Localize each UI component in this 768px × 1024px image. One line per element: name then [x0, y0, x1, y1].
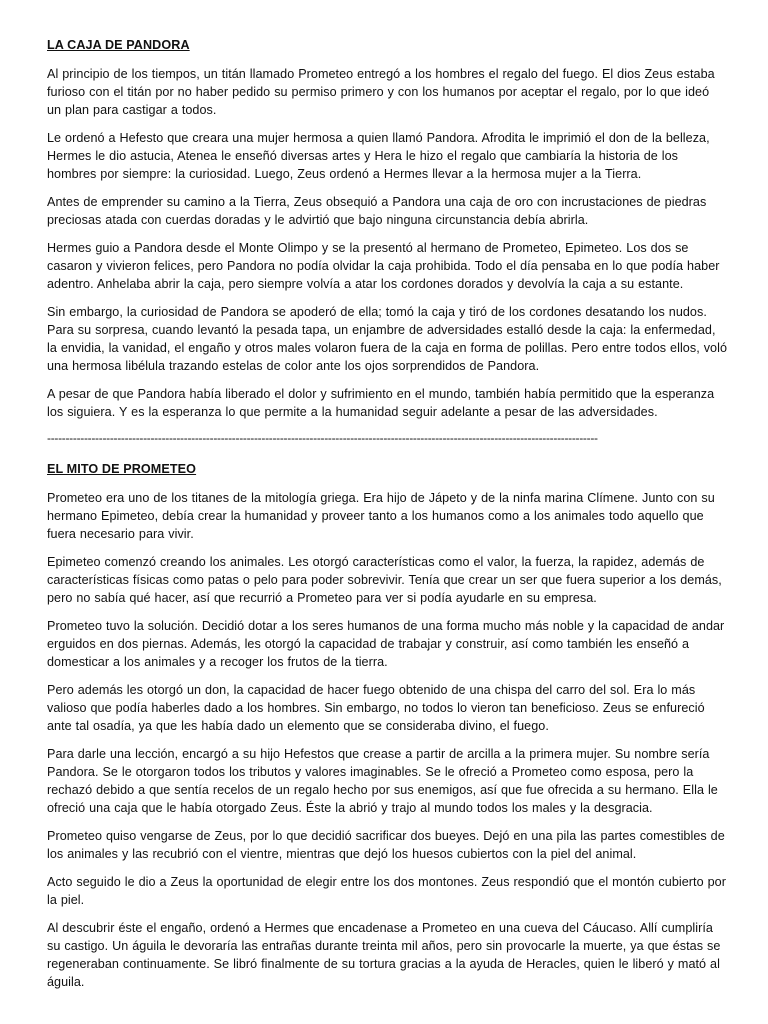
document-page [47, 37, 727, 1001]
section-pandora [47, 37, 727, 421]
paragraph: A pesar de que Pandora había liberado el dolor y sufrimiento en el mundo, también había permitido que la esperanza los siguiera. Y es la esperanza lo que permite a la humanidad seguir adelante a pesar de las adversidades. [47, 387, 715, 419]
paragraph: Para darle una lección, encargó a su hijo Hefestos que crease a partir de arcilla a la primera mujer. Su nombre sería Pandora. Se le otorgaron todos los tributos y valores imaginables. Se le ofreció a Prometeo como esposa, pero la rechazó debido a que sentía recelos de un regalo hecho por sus enemigos, así que fue ofrecida a su hermano. Ella le ofreció una caja que le había otorgado Zeus. Éste la abrió y trajo al mundo todos los males y la desgracia. [47, 747, 718, 815]
paragraph: Prometeo era uno de los titanes de la mitología griega. Era hijo de Jápeto y de la ninfa marina Clímene. Junto con su hermano Epimeteo, debía crear la humanidad y proveer tanto a los humanos como a los animales todo aquello que fuera necesario para vivir. [47, 491, 715, 541]
section-divider: ----------------------------------------------------------------------------------------------------------------------------------------------------- [47, 431, 598, 445]
paragraph: Al descubrir éste el engaño, ordenó a Hermes que encadenase a Prometeo en una cueva del Cáucaso. Allí cumpliría su castigo. Un águila le devoraría las entrañas durante treinta mil años, pero sin provocarle la muerte, ya que éstas se regeneraban continuamente. Se libró finalmente de su tortura gracias a la ayuda de Heracles, quien le liberó y mató al águila. [47, 921, 721, 989]
section-title: LA CAJA DE PANDORA [47, 38, 190, 52]
paragraph: Prometeo tuvo la solución. Decidió dotar a los seres humanos de una forma mucho más noble y la capacidad de andar erguidos en dos piernas. Además, les otorgó la capacidad de trabajar y construir, así como también les enseñó a domesticar a los animales y a recoger los frutos de la tierra. [47, 619, 725, 669]
paragraph: Sin embargo, la curiosidad de Pandora se apoderó de ella; tomó la caja y tiró de los cordones desatando los nudos. Para su sorpresa, cuando levantó la pesada tapa, un enjambre de adversidades estalló desde la caja: la enfermedad, la envidia, la vanidad, el engaño y otros males volaron fuera de la caja en forma de polillas. Pero entre todos ellos, voló una hermosa libélula trazando estelas de color ante los ojos sorprendidos de Pandora. [47, 305, 728, 373]
paragraph: Prometeo quiso vengarse de Zeus, por lo que decidió sacrificar dos bueyes. Dejó en una pila las partes comestibles de los animales y las recubrió con el vientre, mientras que dejó los huesos cubiertos con la piel del animal. [47, 829, 725, 861]
paragraph: Epimeteo comenzó creando los animales. Les otorgó características como el valor, la fuerza, la rapidez, además de características físicas como patas o pelo para poder sobrevivir. Tenía que crear un ser que fuera superior a los demás, pero no sabía qué hacer, así que recurrió a Prometeo para ver si podía ayudarle en su empresa. [47, 555, 722, 605]
section-title: EL MITO DE PROMETEO [47, 462, 197, 476]
paragraph: Hermes guio a Pandora desde el Monte Olimpo y se la presentó al hermano de Prometeo, Epimeteo. Los dos se casaron y vivieron felices, pero Pandora no podía olvidar la caja prohibida. Todo el día pensaba en lo que podía haber adentro. Anhelaba abrir la caja, pero siempre volvía a atar los cordones dorados y devolvía la caja a su estante. [47, 241, 720, 291]
paragraph: Al principio de los tiempos, un titán llamado Prometeo entregó a los hombres el regalo del fuego. El dios Zeus estaba furioso con el titán por no haber pedido su permiso primero y con los humanos por aceptar el regalo, por lo que ideó un plan para castigar a todos. [47, 67, 715, 117]
paragraph: Antes de emprender su camino a la Tierra, Zeus obsequió a Pandora una caja de oro con incrustaciones de piedras preciosas atada con cuerdas doradas y le advirtió que bajo ninguna circunstancia debía abrirla. [47, 195, 707, 227]
section-prometeo [47, 461, 727, 991]
paragraph: Pero además les otorgó un don, la capacidad de hacer fuego obtenido de una chispa del carro del sol. Era lo más valioso que podía haberles dado a los hombres. Sin embargo, no todos lo vieron tan beneficioso. Zeus se enfureció ante tal osadía, ya que les había dado un elemento que se consideraba divino, el fuego. [47, 683, 705, 733]
paragraph: Le ordenó a Hefesto que creara una mujer hermosa a quien llamó Pandora. Afrodita le imprimió el don de la belleza, Hermes le dio astucia, Atenea le enseñó diversas artes y Hera le hizo el regalo que cambiaría la historia de los hombres por siempre: la curiosidad. Luego, Zeus ordenó a Hermes llevar a la hermosa mujer a la Tierra. [47, 131, 710, 181]
paragraph: Acto seguido le dio a Zeus la oportunidad de elegir entre los dos montones. Zeus respondió que el montón cubierto por la piel. [47, 875, 726, 907]
